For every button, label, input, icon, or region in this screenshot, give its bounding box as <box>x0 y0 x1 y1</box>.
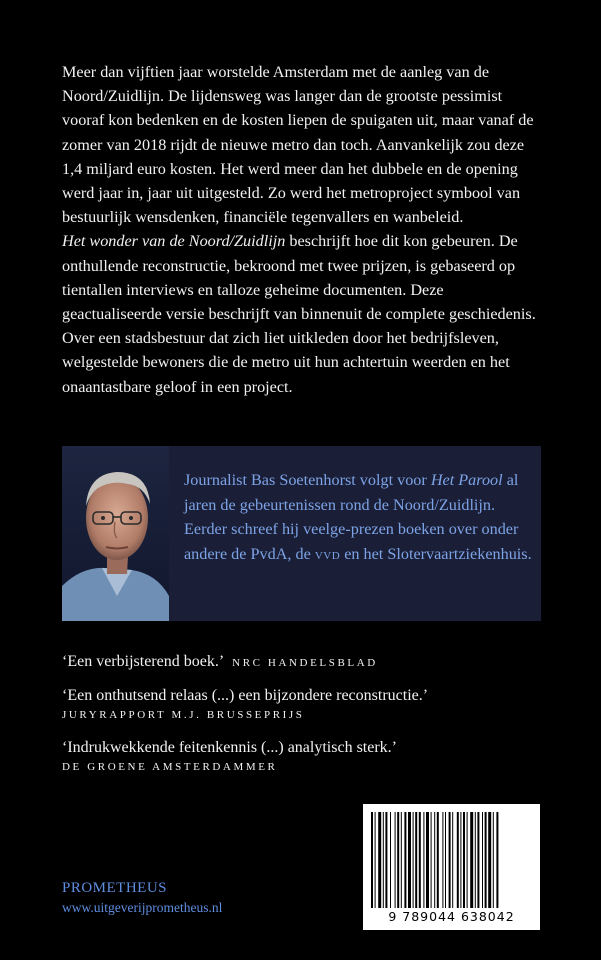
author-bio-part-3: al jaren de gebeurtenissen rond de Noord/Zuidlijn. Eerder schreef hij veelge-prezen boeken over onder andere de PvdA, de <box>184 471 519 563</box>
party-name-smallcaps: vvd <box>314 544 341 563</box>
barcode-bar <box>467 812 468 908</box>
barcode-bar <box>485 812 487 908</box>
barcode-bar <box>408 812 411 908</box>
barcode-bar <box>477 812 479 908</box>
barcode-bar <box>385 812 387 908</box>
author-portrait <box>62 446 169 621</box>
barcode-bar <box>401 812 402 908</box>
barcode-bar <box>413 812 414 908</box>
back-cover-blurb <box>62 60 542 399</box>
barcode-bar <box>475 812 476 908</box>
barcode-bar <box>463 812 465 908</box>
review-quote-1 <box>62 652 542 672</box>
barcode-bar <box>488 812 491 908</box>
barcode-bar <box>415 812 417 908</box>
barcode-bar <box>378 812 381 908</box>
publisher-url[interactable]: www.uitgeverijprometheus.nl <box>62 900 223 915</box>
publisher-logo: PROMETHEUS <box>62 880 168 896</box>
author-bio-part-1: Journalist Bas Soetenhorst volgt voor <box>184 471 431 489</box>
barcode-bar <box>395 812 396 908</box>
barcode-bar <box>426 812 429 908</box>
barcode-bars <box>371 812 532 908</box>
review-quote-3 <box>62 738 542 776</box>
author-bio-part-5: en het Slotervaartziekenhuis. <box>340 544 532 563</box>
blurb-paragraph-2-text: beschrijft hoe dit kon gebeuren. De onthullende reconstructie, bekroond met twee prijzen, is gebaseerd op tientallen interviews en talloze geheime documenten. Deze geactualiseerde versie beschrijft van binnenuit de complete geschiedenis. Over een stadsbestuur dat zich liet uitkleden door het bedrijfsleven, welgestelde bewoners die de metro uit hun achtertuin weerden en het onaantastbare geloof in een project. <box>62 232 536 396</box>
quote-text: ‘Een onthutsend relaas (...) een bijzondere reconstructie.’ <box>62 687 429 704</box>
barcode-bar <box>445 812 446 908</box>
newspaper-name-italic: Het Parool <box>430 471 503 489</box>
blurb-paragraph-1: Meer dan vijftien jaar worstelde Amsterdam met de aanleg van de Noord/Zuidlijn. De lijdensweg was langer dan de grootste pessimist vooraf kon bedenken en de kosten liepen de spuigaten uit, maar vanaf de zomer van 2018 rijdt de nieuwe metro dan toch. Aanvankelijk zou deze 1,4 miljard euro kosten. Het werd meer dan het dubbele en de opening werd jaar in, jaar uit uitgesteld. Zo werd het metroproject symbool van bestuurlijk wensdenken, financiële tegenvallers en wanbeleid. <box>62 63 534 227</box>
barcode-bar <box>482 812 483 908</box>
author-bio-box <box>62 446 541 621</box>
isbn-barcode <box>363 804 540 930</box>
quote-source: DE GROENE AMSTERDAMMER <box>62 761 278 773</box>
barcode-bar <box>404 812 406 908</box>
barcode-bar <box>452 812 453 908</box>
barcode-bar <box>419 812 421 908</box>
barcode-bar <box>442 812 443 908</box>
barcode-bar <box>496 812 498 908</box>
barcode-bar <box>383 812 384 908</box>
barcode-bar <box>371 812 373 908</box>
barcode-bar <box>423 812 424 908</box>
barcode-bar <box>470 812 473 908</box>
barcode-bar <box>457 812 459 908</box>
barcode-bar <box>390 812 391 908</box>
barcode-bar <box>437 812 439 908</box>
quote-text: ‘Een verbijsterend boek.’ <box>62 653 225 670</box>
barcode-bar <box>434 812 435 908</box>
quote-source: NRC HANDELSBLAD <box>232 657 378 669</box>
barcode-bar <box>449 812 451 908</box>
barcode-bar <box>375 812 376 908</box>
blurb-paragraph-2 <box>62 229 542 398</box>
quote-source: JURYRAPPORT M.J. BRUSSEPRIJS <box>62 709 305 721</box>
barcode-bar <box>397 812 399 908</box>
book-title-italic: Het wonder van de Noord/Zuidlijn <box>62 232 286 251</box>
barcode-bar <box>431 812 432 908</box>
author-bio-text <box>184 468 534 566</box>
review-quotes <box>62 652 542 790</box>
barcode-bar <box>493 812 494 908</box>
review-quote-2 <box>62 686 542 724</box>
isbn-number: 9 789044 638042 <box>388 909 515 924</box>
quote-text: ‘Indrukwekkende feitenkennis (...) analytisch sterk.’ <box>62 739 397 756</box>
barcode-bar <box>460 812 461 908</box>
